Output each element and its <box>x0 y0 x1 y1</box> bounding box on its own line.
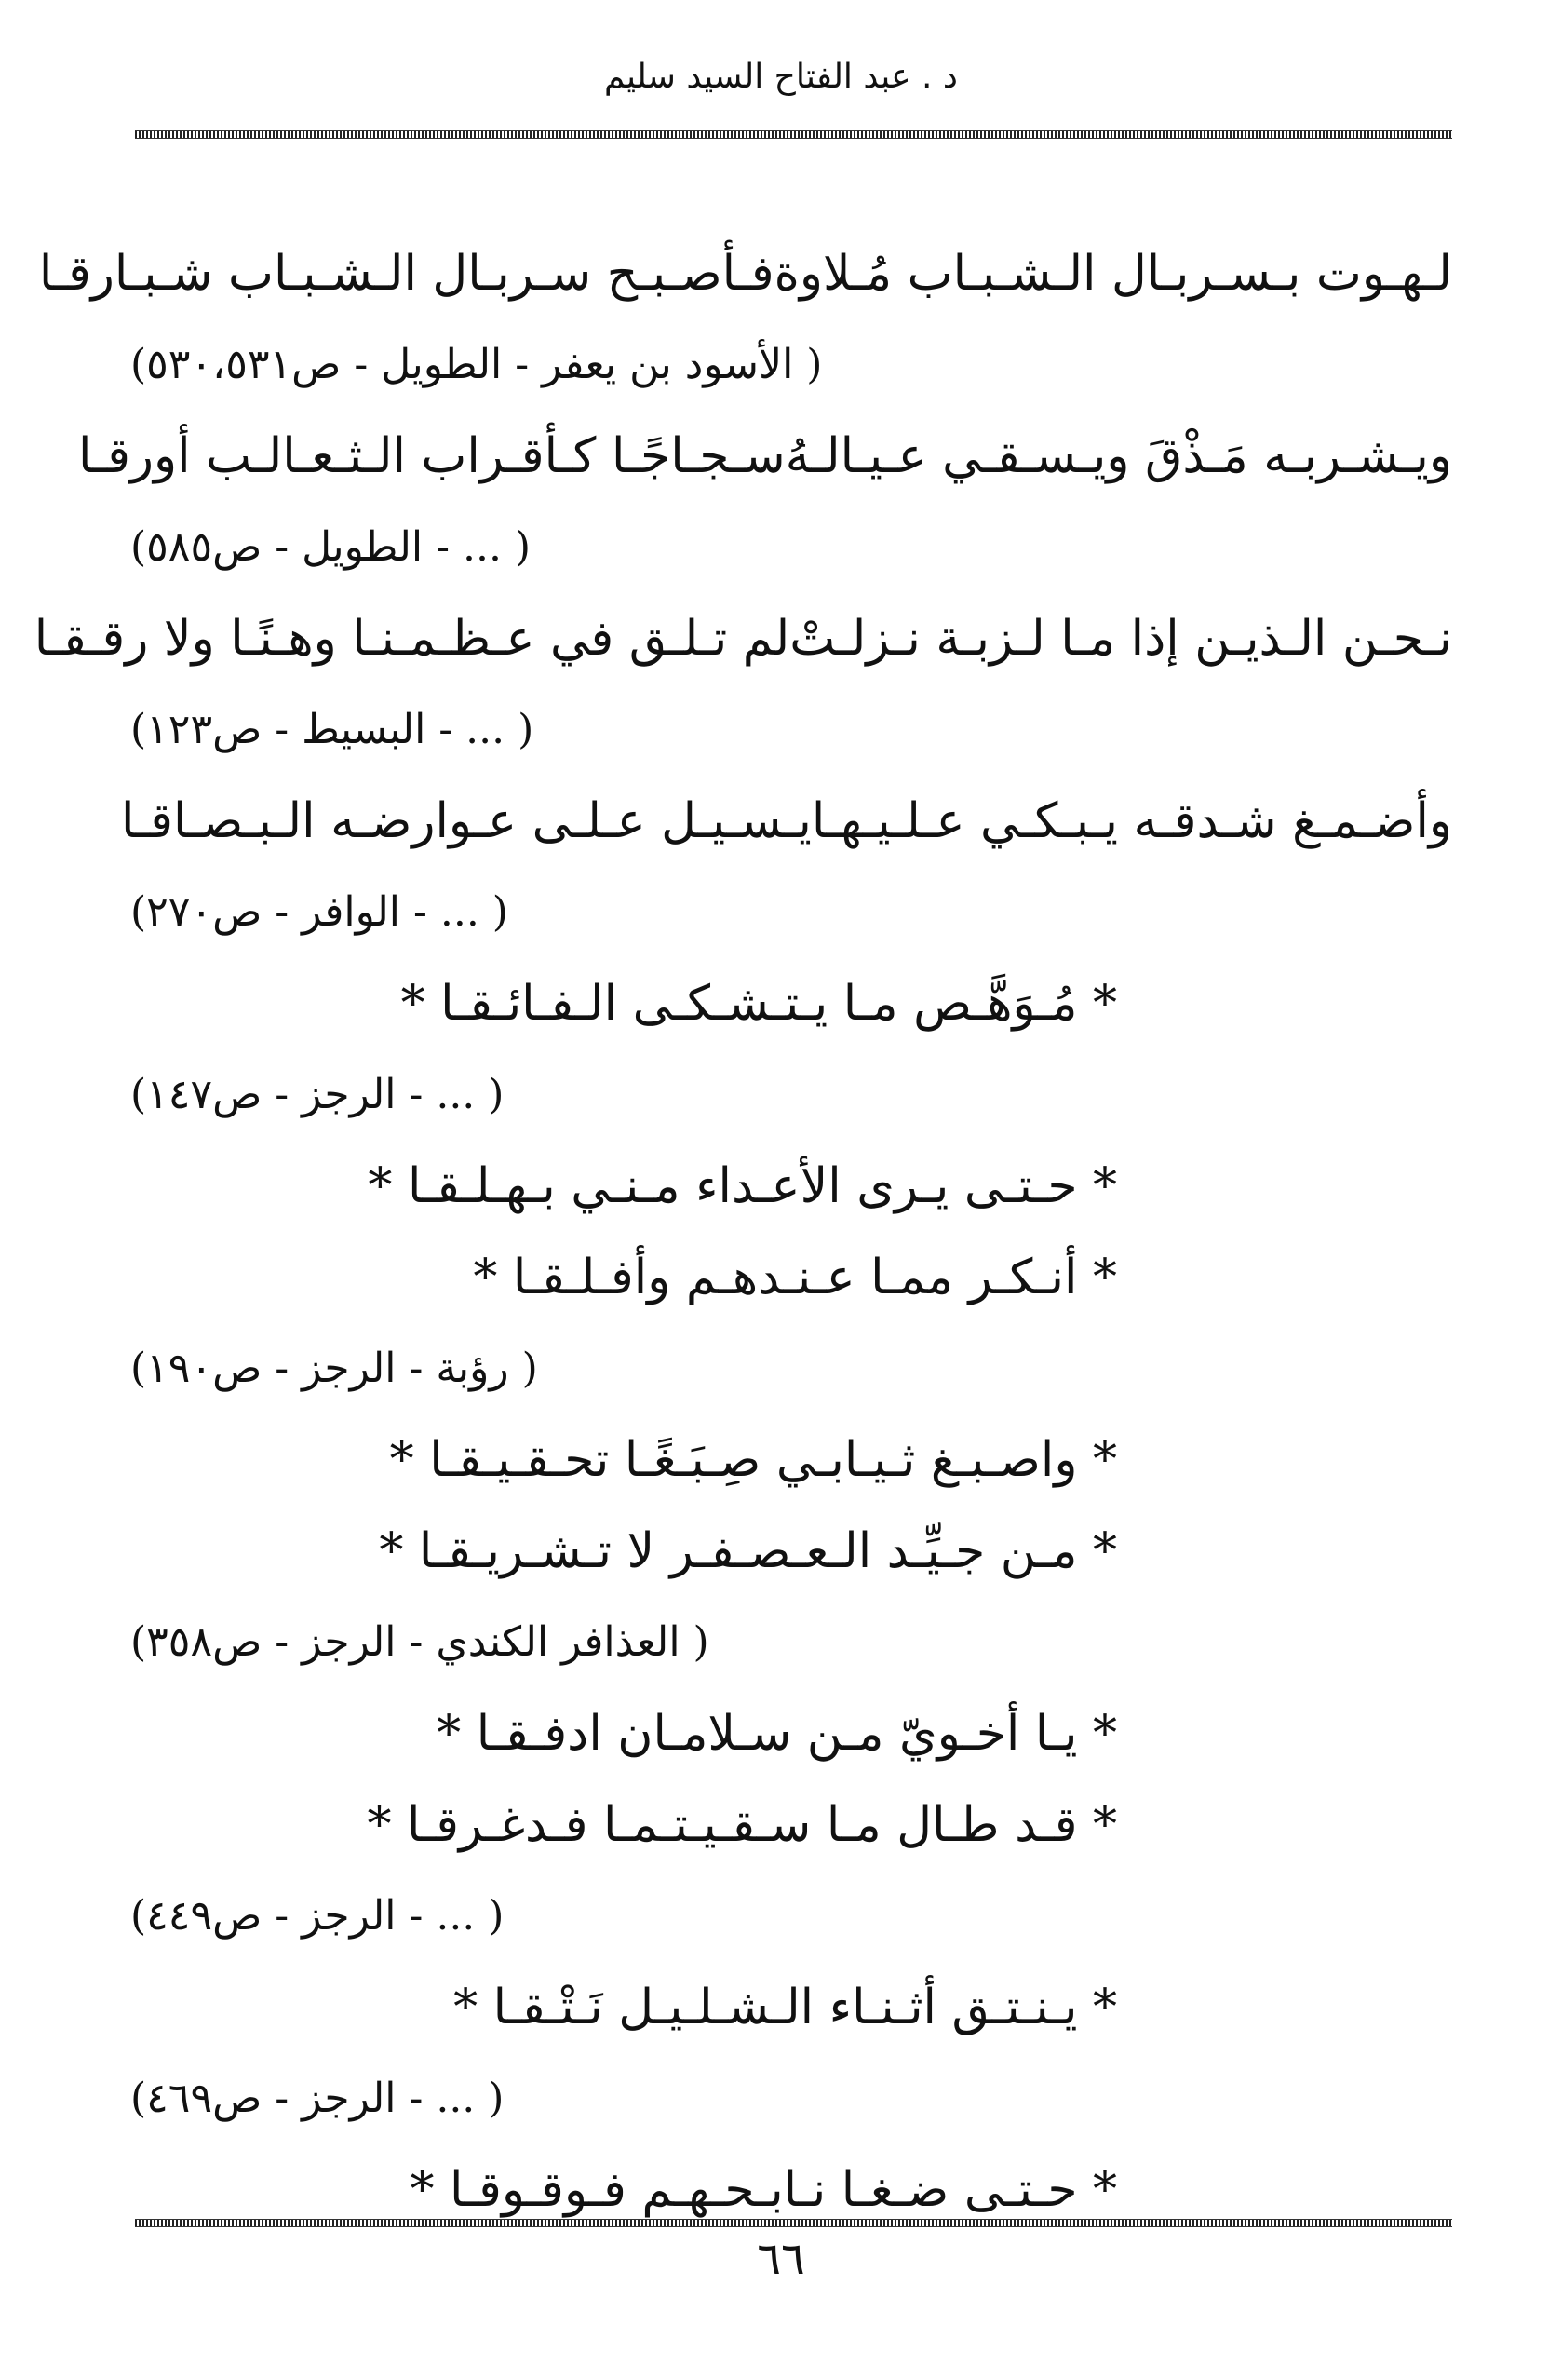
rajaz-line: * واصـبـغ ثـيـابـي صِـبَـغًـا تحـقـيـقـا * <box>389 1432 1117 1488</box>
rajaz-line: * أنـكـر ممـا عـنـدهـم وأفـلـقـا * <box>473 1250 1117 1305</box>
rajaz-line: * مُـوَهَّـص مـا يـتـشـكـى الـفـائـقـا * <box>400 976 1117 1032</box>
verse-line <box>121 776 1452 867</box>
verse-second-hemistich: لم تـلـق في عـظـمـنـا وهـنًـا ولا رقـقـا <box>34 611 790 667</box>
rajaz-line: * قـد طـال مـا سـقـيـتـمـا فـدغـرقـا * <box>367 1797 1117 1853</box>
citation-text: ( ... - الرجز - ص٤٤٩) <box>130 1892 505 1940</box>
rajaz-line: * حـتـى يـرى الأعـداء مـنـي بـهـلـقـا * <box>368 1158 1117 1214</box>
header-rule <box>135 130 1452 139</box>
citation-text: ( الأسود بن يعفر - الطويل - ص٥٣٠،٥٣١) <box>130 341 823 388</box>
citation-text: ( ... - الوافر - ص٢٧٠) <box>130 888 508 936</box>
verse-first-hemistich: وأضـمـغ شـدقـه يـبـكـي عـلـيـهـا <box>811 793 1452 849</box>
citation-text: ( ... - البسيط - ص١٢٣) <box>130 706 534 753</box>
rajaz-line: * يـنـتـق أثـنـاء الـشـلـيـل نَـتْـقـا * <box>453 1980 1117 2035</box>
verse-second-hemistich: يـسـيـل عـلـى عـوارضـه الـبـصـاقـا <box>121 793 812 849</box>
verse-second-hemistich: فـأصـبـح سـربـال الـشـبـاب شـبـارقـا <box>38 246 774 302</box>
running-head: د . عبد الفتاح السيد سليم <box>604 58 958 96</box>
page-number: ٦٦ <box>757 2233 805 2285</box>
verse-line <box>34 593 1452 684</box>
source-citation <box>130 1323 1452 1414</box>
poetry-citations <box>34 228 1452 2236</box>
verse-second-hemistich: سـجـاجًـا كـأقـراب الـثـعـالـب أورقـا <box>78 428 786 484</box>
citation-text: ( ... - الرجز - ص٤٦٩) <box>130 2075 505 2122</box>
citation-text: ( العذافر الكندي - الرجز - ص٣٥٨) <box>130 1618 709 1666</box>
source-citation <box>130 1871 1452 1962</box>
verse-first-hemistich: ويـشـربـه مَـذْقَ ويـسـقـي عـيـالـهُ <box>785 428 1452 484</box>
source-citation <box>130 1597 1452 1688</box>
source-citation <box>130 319 1452 411</box>
rajaz-line: * مـن جـيِّـد الـعـصـفـر لا تـشـريـقـا * <box>379 1523 1117 1579</box>
verse-first-hemistich: لـهـوت بـسـربـال الـشـبـاب مُـلاوة <box>774 246 1452 302</box>
citation-text: ( ... - الرجز - ص١٤٧) <box>130 1071 505 1118</box>
verse-first-hemistich: نـحـن الـذيـن إذا مـا لـزبـة نـزلـتْ <box>789 611 1452 667</box>
citation-text: ( ... - الطويل - ص٥٨٥) <box>130 523 532 571</box>
source-citation <box>130 684 1452 776</box>
rajaz-line: * حـتـى ضـغـا نـابـحـهـم فـوقـوقـا * <box>410 2162 1117 2218</box>
source-citation <box>130 2053 1452 2144</box>
citation-text: ( رؤبة - الرجز - ص١٩٠) <box>130 1345 538 1392</box>
source-citation <box>130 502 1452 593</box>
rajaz-line: * يـا أخـويّ مـن سـلامـان ادفـقـا * <box>437 1706 1117 1762</box>
verse-line <box>38 228 1452 319</box>
source-citation <box>130 867 1452 958</box>
footer-rule <box>135 2219 1452 2227</box>
source-citation <box>130 1049 1452 1141</box>
verse-line <box>78 411 1452 502</box>
